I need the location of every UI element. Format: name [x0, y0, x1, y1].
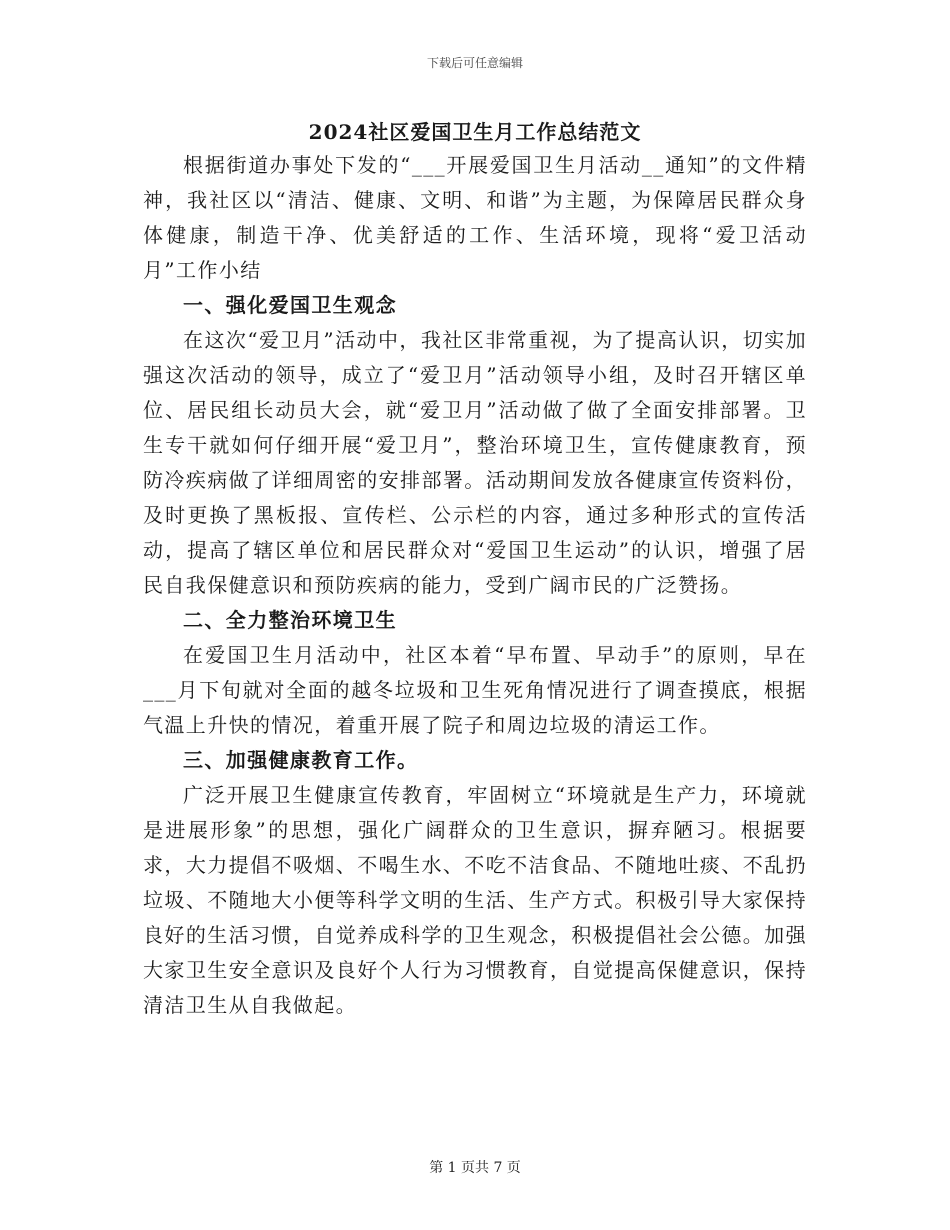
section-paragraph-1: 在这次“爱卫月”活动中，我社区非常重视，为了提高认识，切实加强这次活动的领导，成立了“爱卫月”活动领导小组，及时召开辖区单位、居民组长动员大会，就“爱卫月”活动做了做了全面安排部署。卫生专干就如何仔细开展“爱卫月”，整治环境卫生，宣传健康教育，预防冷疾病做了详细周密的安排部署。活动期间发放各健康宣传资料份，及时更换了黑板报、宣传栏、公示栏的内容，通过多种形式的宣传活动，提高了辖区单位和居民群众对“爱国卫生运动”的认识，增强了居民自我保健意识和预防疾病的能力，受到广阔市民的广泛赞扬。: [143, 328, 807, 597]
section-heading-2: 二、全力整治环境卫生: [183, 608, 397, 632]
section-heading-1: 一、强化爱国卫生观念: [183, 293, 397, 317]
section-heading-3: 三、加强健康教育工作。: [183, 748, 419, 772]
section-paragraph-2: 在爱国卫生月活动中，社区本着“早布置、早动手”的原则，早在___月下旬就对全面的越冬垃圾和卫生死角情况进行了调查摸底，根据气温上升快的情况，着重开展了院子和周边垃圾的清运工作。: [143, 643, 807, 737]
intro-paragraph: 根据街道办事处下发的“___开展爱国卫生月活动__通知”的文件精神，我社区以“清洁、健康、文明、和谐”为主题，为保障居民群众身体健康，制造干净、优美舒适的工作、生活环境，现将“爱卫活动月”工作小结: [143, 153, 807, 282]
section-paragraph-3: 广泛开展卫生健康宣传教育，牢固树立“环境就是生产力，环境就是进展形象”的思想，强化广阔群众的卫生意识，摒弃陋习。根据要求，大力提倡不吸烟、不喝生水、不吃不洁食品、不随地吐痰、不乱扔垃圾、不随地大小便等科学文明的生活、生产方式。积极引导大家保持良好的生活习惯，自觉养成科学的卫生观念，积极提倡社会公德。加强大家卫生安全意识及良好个人行为习惯教育，自觉提高保健意识，保持清洁卫生从自我做起。: [143, 783, 807, 1017]
page-number: 第 1 页共 7 页: [429, 1160, 521, 1176]
header-note: 下载后可任意编辑: [426, 56, 523, 70]
document-title: 2024社区爱国卫生月工作总结范文: [308, 120, 642, 144]
document-body: [143, 148, 807, 1023]
